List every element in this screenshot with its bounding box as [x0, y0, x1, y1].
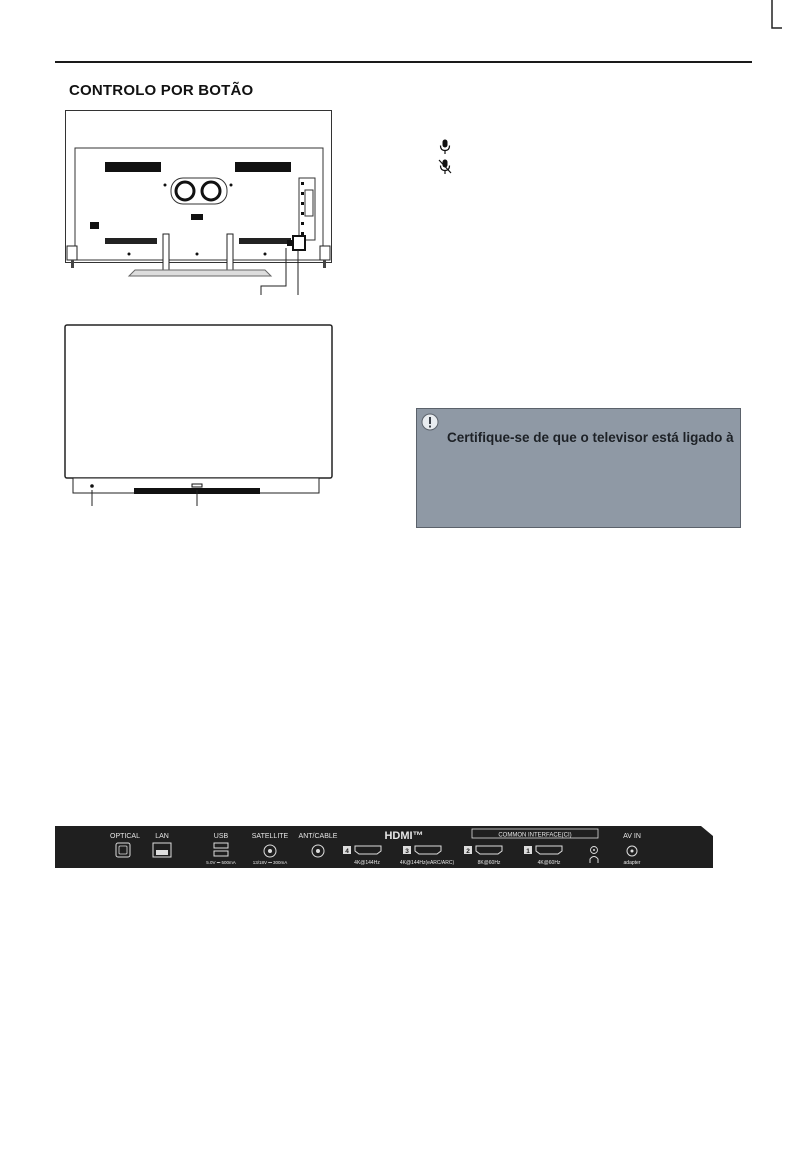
- note-box: [416, 408, 741, 528]
- hdmi3-number: 3: [405, 848, 409, 855]
- adapter-label: adapter: [623, 860, 641, 866]
- usb-spec: 5.0V ⎓ 500mA: [206, 860, 236, 865]
- hdmi2-number: 2: [466, 848, 470, 855]
- hdmi1-spec: 4K@60Hz: [537, 860, 561, 866]
- usb-label: USB: [213, 833, 229, 840]
- hdmi3-spec: 4K@144Hz(eARC/ARC): [399, 860, 455, 866]
- av-in-label: AV IN: [623, 833, 641, 840]
- lan-label: LAN: [155, 833, 169, 840]
- hdmi2-spec: 8K@60Hz: [477, 860, 501, 866]
- exclamation-icon: [421, 413, 439, 431]
- tv-front-illustration: [64, 324, 334, 506]
- tv-rear-illustration: [65, 110, 333, 300]
- page-corner-mark: [770, 0, 784, 30]
- note-text: Certifique-se de que o televisor está ligado à: [447, 430, 734, 445]
- satellite-label: SATELLITE: [251, 833, 289, 840]
- ant-cable-label: ANT/CABLE: [298, 833, 338, 840]
- page-title: CONTROLO POR BOTÃO: [69, 82, 254, 99]
- optical-label: OPTICAL: [110, 833, 140, 840]
- hdmi4-number: 4: [345, 848, 349, 855]
- hdmi-logo: HDMI™: [384, 830, 424, 842]
- hdmi4-spec: 4K@144Hz: [354, 860, 380, 866]
- common-interface-label: COMMON INTERFACE(CI): [498, 832, 572, 839]
- hdmi1-number: 1: [526, 848, 530, 855]
- microphone-muted-icon: [438, 159, 452, 175]
- satellite-spec: 13/18V ⎓ 300mA: [252, 860, 288, 865]
- header-rule: [55, 61, 752, 63]
- connector-panel: [55, 826, 713, 868]
- microphone-icon: [438, 139, 452, 155]
